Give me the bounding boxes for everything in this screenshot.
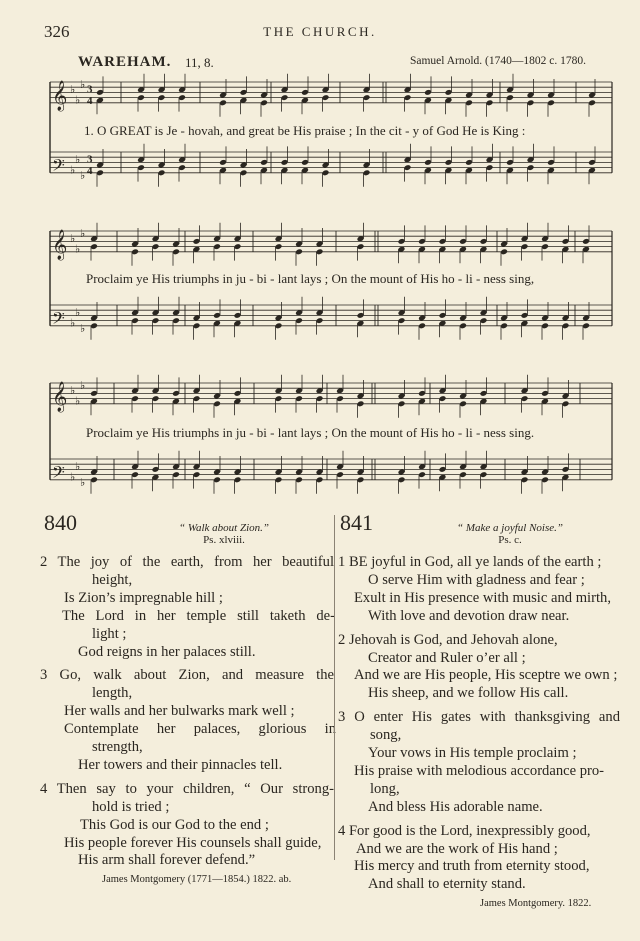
- page-number: 326: [44, 22, 70, 41]
- hymn-line: long,: [370, 780, 400, 797]
- flat-sign: ♭: [70, 164, 76, 177]
- flat-sign: ♭: [75, 243, 81, 256]
- hymn-line: strength,: [92, 739, 143, 755]
- hymn-line: length,: [92, 685, 133, 702]
- flat-sign: ♭: [80, 322, 86, 335]
- hymn-line: His arm shall forever defend.”: [78, 852, 256, 869]
- composer-name: Samuel Arnold.: [409, 55, 483, 67]
- running-head: THE CHURCH.: [263, 24, 377, 39]
- flat-sign: ♭: [80, 476, 86, 489]
- hymn-line: hold is tried ;: [92, 798, 170, 815]
- time-signature: 3: [87, 153, 93, 166]
- hymn-line: 2 Jehovah is God, and Jehovah alone,: [338, 631, 558, 648]
- hymn-line: 1 BE joyful in God, all ye lands of the earth ;: [338, 554, 602, 570]
- hymn-line: Creator and Ruler o’er all ;: [368, 649, 526, 666]
- flat-sign: ♭: [80, 228, 86, 240]
- hymn-line: And we are the work of His hand ;: [356, 840, 558, 857]
- hymn-line: His sheep, and we follow His call.: [368, 685, 569, 702]
- composer-dates: (1740—1802: [485, 55, 547, 67]
- hymn-line: And we are His people, His sceptre we own ;: [354, 667, 618, 684]
- flat-sign: ♭: [70, 233, 76, 246]
- hymn-author: James Montgomery (1771—1854.) 1822. ab.: [102, 874, 292, 886]
- hymn-line: 2 The joy of the earth, from her beautiful: [40, 554, 334, 570]
- hymn-line: And bless His adorable name.: [368, 798, 543, 815]
- bass-clef: 𝄢: [52, 461, 65, 486]
- flat-sign: ♭: [70, 84, 76, 97]
- bass-clef: 𝄢: [52, 154, 65, 179]
- hymn-line: His mercy and truth from eternity stood,: [354, 858, 590, 875]
- hymn-line: Is Zion’s impregnable hill ;: [64, 589, 223, 606]
- hymn-line: O serve Him with gladness and fear ;: [368, 571, 585, 588]
- hymn-title: “ Make a joyful Noise.”: [456, 522, 564, 534]
- tune-meter: 11, 8.: [185, 55, 214, 70]
- lyric-line-3: Proclaim ye His triumphs in ju - bi - lant lays ; On the mount of His ho - li - ness sing.: [86, 425, 535, 440]
- column-divider: [334, 515, 335, 860]
- hymn-line: 4 Then say to your children, “ Our strong-: [40, 780, 334, 797]
- bass-clef: 𝄢: [52, 307, 65, 332]
- hymn-line: song,: [370, 727, 402, 744]
- flat-sign: ♭: [75, 307, 81, 320]
- flat-sign: ♭: [80, 169, 86, 182]
- hymn-line: With love and devotion draw near.: [368, 607, 570, 624]
- hymn-line: God reigns in her palaces still.: [78, 643, 256, 660]
- hymn-number: 841: [340, 510, 373, 535]
- lyric-line-1: 1. O GREAT is Je - hovah, and great be His praise ; In the cit - y of God He is King :: [84, 123, 526, 138]
- flat-sign: ♭: [70, 385, 76, 398]
- flat-sign: ♭: [80, 79, 86, 91]
- treble-clef: 𝄞: [52, 80, 68, 111]
- hymn-line: 3 Go, walk about Zion, and measure the: [40, 667, 334, 684]
- flat-sign: ♭: [70, 317, 76, 330]
- time-signature: 4: [87, 164, 93, 177]
- composer-year: c. 1780.: [549, 55, 586, 67]
- flat-sign: ♭: [75, 395, 81, 408]
- hymn-line: His praise with melodious accordance pro-: [354, 762, 605, 779]
- time-signature: 3: [87, 83, 93, 96]
- time-signature: 4: [87, 94, 93, 107]
- hymn-line: 4 For good is the Lord, inexpressibly good,: [338, 822, 591, 839]
- hymn-line: Her towers and their pinnacles tell.: [78, 756, 283, 773]
- hymn-line: And shall to eternity stand.: [368, 876, 526, 893]
- flat-sign: ♭: [70, 471, 76, 484]
- flat-sign: ♭: [75, 94, 81, 107]
- hymn-line: The Lord in her temple still taketh de-: [62, 607, 335, 624]
- flat-sign: ♭: [80, 380, 86, 392]
- hymn-line: Your vows in His temple proclaim ;: [368, 745, 577, 761]
- hymn-line: Exult in His presence with music and mirth,: [354, 589, 611, 606]
- tune-name: WAREHAM.: [78, 54, 172, 70]
- hymn-line: height,: [92, 571, 133, 588]
- hymn-line: His people forever His counsels shall guide,: [64, 834, 322, 851]
- treble-clef: 𝄞: [52, 381, 68, 412]
- hymn-line: This God is our God to the end ;: [80, 816, 269, 833]
- hymn-line: Contemplate her palaces, glorious in: [64, 721, 336, 738]
- treble-clef: 𝄞: [52, 229, 68, 260]
- psalm-reference: Ps. c.: [498, 534, 522, 546]
- hymn-line: Her walls and her bulwarks mark well ;: [64, 703, 295, 720]
- flat-sign: ♭: [75, 461, 81, 474]
- psalm-reference: Ps. xlviii.: [203, 534, 245, 546]
- hymn-number: 840: [44, 510, 77, 535]
- flat-sign: ♭: [75, 154, 81, 167]
- hymn-line: light ;: [92, 625, 127, 642]
- hymn-line: 3 O enter His gates with thanksgiving and: [338, 709, 620, 726]
- lyric-line-2: Proclaim ye His triumphs in ju - bi - lant lays ; On the mount of His ho - li - ness sing,: [86, 271, 535, 286]
- hymn-author: James Montgomery. 1822.: [480, 898, 592, 910]
- hymn-title: “ Walk about Zion.”: [178, 522, 270, 534]
